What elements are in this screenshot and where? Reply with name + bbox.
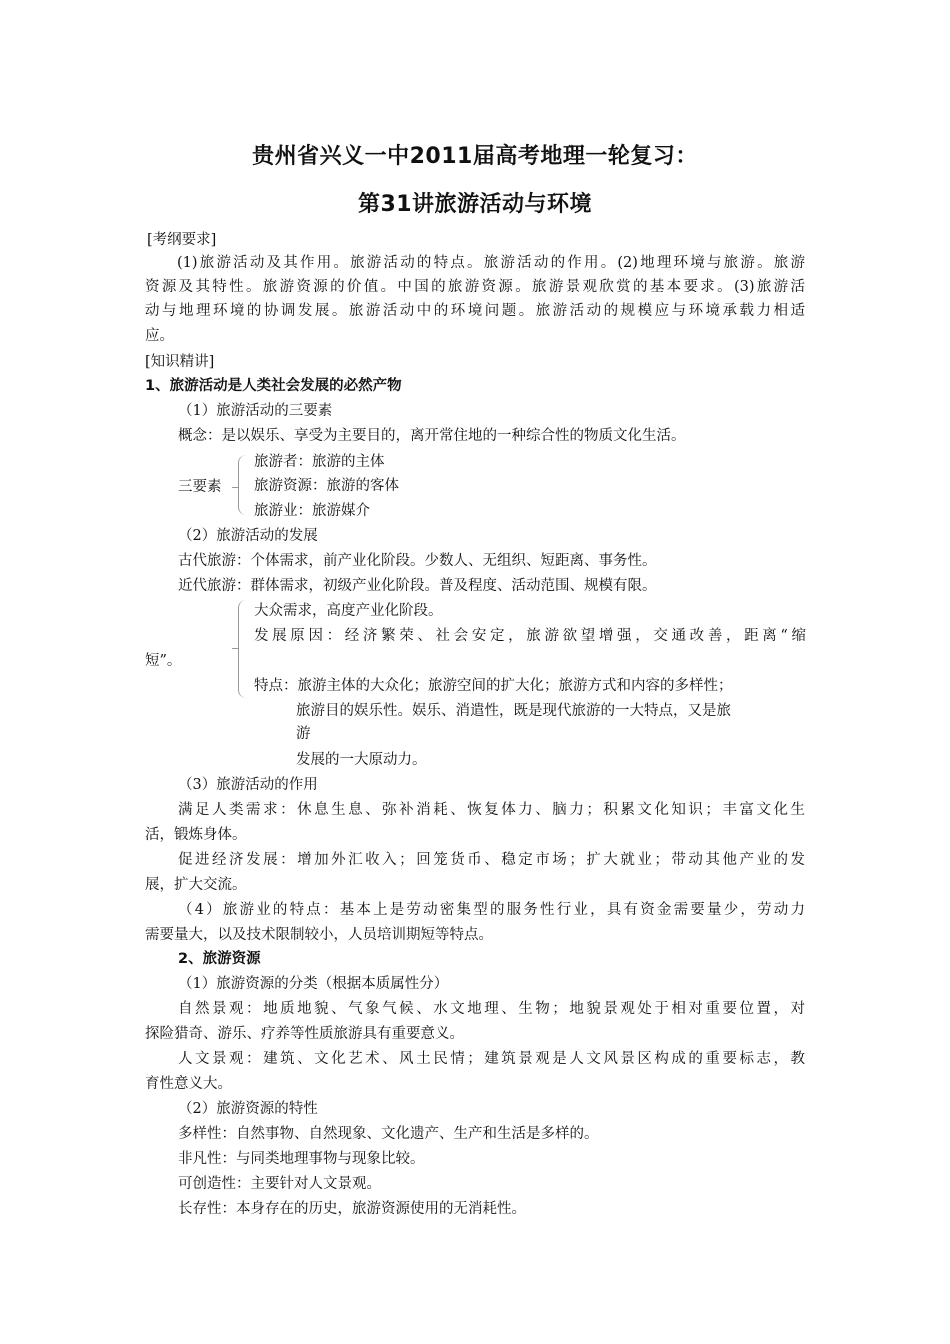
syllabus-line-4: 应。: [145, 328, 174, 344]
human-landscape-line-1: 人文景观：建筑、文化艺术、风土民情；建筑景观是人文风景区构成的重要标志，教: [178, 1051, 805, 1067]
contemporary-features: 特点：旅游主体的大众化；旅游空间的扩大化；旅游方式和内容的多样性；: [254, 678, 733, 694]
needs-line-1: 满足人类需求：休息生息、弥补消耗、恢复体力、脑力；积累文化知识；丰富文化生: [178, 802, 805, 818]
economy-line-1: 促进经济发展：增加外汇收入；回笼货币、稳定市场；扩大就业；带动其他产业的发: [178, 852, 805, 868]
section-2-heading: 2、旅游资源: [178, 951, 261, 967]
modern-tourism: 近代旅游：群体需求，初级产业化阶段。普及程度、活动范围、规模有限。: [178, 578, 657, 594]
contemporary-demand: 大众需求，高度产业化阶段。: [254, 603, 443, 619]
element-industry: 旅游业：旅游媒介: [254, 503, 370, 519]
contemporary-reason-end: 短”。: [145, 653, 182, 669]
knowledge-heading: [知识精讲]: [145, 354, 215, 370]
natural-landscape-line-1: 自然景观：地质地貌、气象气候、水文地理、生物；地貌景观处于相对重要位置，对: [178, 1001, 805, 1017]
subsection-2-1: （1）旅游资源的分类（根据本质属性分）: [178, 976, 449, 992]
economy-line-2: 展，扩大交流。: [145, 877, 247, 893]
subsection-1-3: （3）旅游活动的作用: [178, 777, 318, 793]
subsection-1-2: （2）旅游活动的发展: [178, 528, 318, 544]
natural-landscape-line-2: 探险猎奇、游乐、疗养等性质旅游具有重要意义。: [145, 1026, 464, 1042]
element-tourist: 旅游者：旅游的主体: [254, 454, 385, 470]
tourism-concept: 概念：是以娱乐、享受为主要目的，离开常住地的一种综合性的物质文化生活。: [178, 428, 686, 444]
contemporary-entertainment: 旅游目的娱乐性。娱乐、消遣性，既是现代旅游的一大特点，又是旅: [296, 703, 731, 719]
feature-diversity: 多样性：自然事物、自然现象、文化遗产、生产和生活是多样的。: [178, 1126, 599, 1142]
three-elements-brace: [238, 455, 249, 515]
human-landscape-line-2: 育性意义大。: [145, 1076, 232, 1092]
section-1-heading: 1、旅游活动是人类社会发展的必然产物: [145, 378, 402, 394]
subsection-2-2: （2）旅游资源的特性: [178, 1101, 318, 1117]
three-elements-label: 三要素: [178, 479, 222, 495]
syllabus-line-2: 资源及其特性。旅游资源的价值。中国的旅游资源。旅游景观欣赏的基本要求。(3)旅游活: [145, 279, 805, 295]
contemporary-brace: [238, 600, 249, 698]
doc-title-line2: 第31讲旅游活动与环境: [357, 192, 593, 217]
feature-extraordinary: 非凡性：与同类地理事物与现象比较。: [178, 1151, 425, 1167]
contemporary-entertainment-end: 游: [296, 726, 311, 742]
needs-line-2: 活，锻炼身体。: [145, 827, 247, 843]
industry-features-line-1: （4）旅游业的特点：基本上是劳动密集型的服务性行业，具有资金需要量少，劳动力: [178, 902, 805, 918]
contemporary-reason: 发展原因：经济繁荣、社会安定，旅游欲望增强，交通改善，距离“缩: [254, 628, 806, 644]
element-resource: 旅游资源：旅游的客体: [254, 478, 399, 494]
ancient-tourism: 古代旅游：个体需求，前产业化阶段。少数人、无组织、短距离、事务性。: [178, 553, 657, 569]
industry-features-line-2: 需要量大，以及技术限制较小，人员培训期短等特点。: [145, 927, 493, 943]
contemporary-driver: 发展的一大原动力。: [296, 752, 427, 768]
subsection-1-1: （1）旅游活动的三要素: [178, 403, 333, 419]
feature-creatable: 可创造性：主要针对人文景观。: [178, 1176, 381, 1192]
doc-title-line1: 贵州省兴义一中2011届高考地理一轮复习：: [252, 144, 698, 169]
syllabus-heading: [考纲要求]: [147, 232, 217, 248]
syllabus-line-3: 动与地理环境的协调发展。旅游活动中的环境问题。旅游活动的规模应与环境承载力相适: [145, 303, 805, 319]
syllabus-line-1: (1)旅游活动及其作用。旅游活动的特点。旅游活动的作用。(2)地理环境与旅游。旅游: [177, 255, 805, 271]
feature-longevity: 长存性：本身存在的历史，旅游资源使用的无消耗性。: [178, 1201, 526, 1217]
